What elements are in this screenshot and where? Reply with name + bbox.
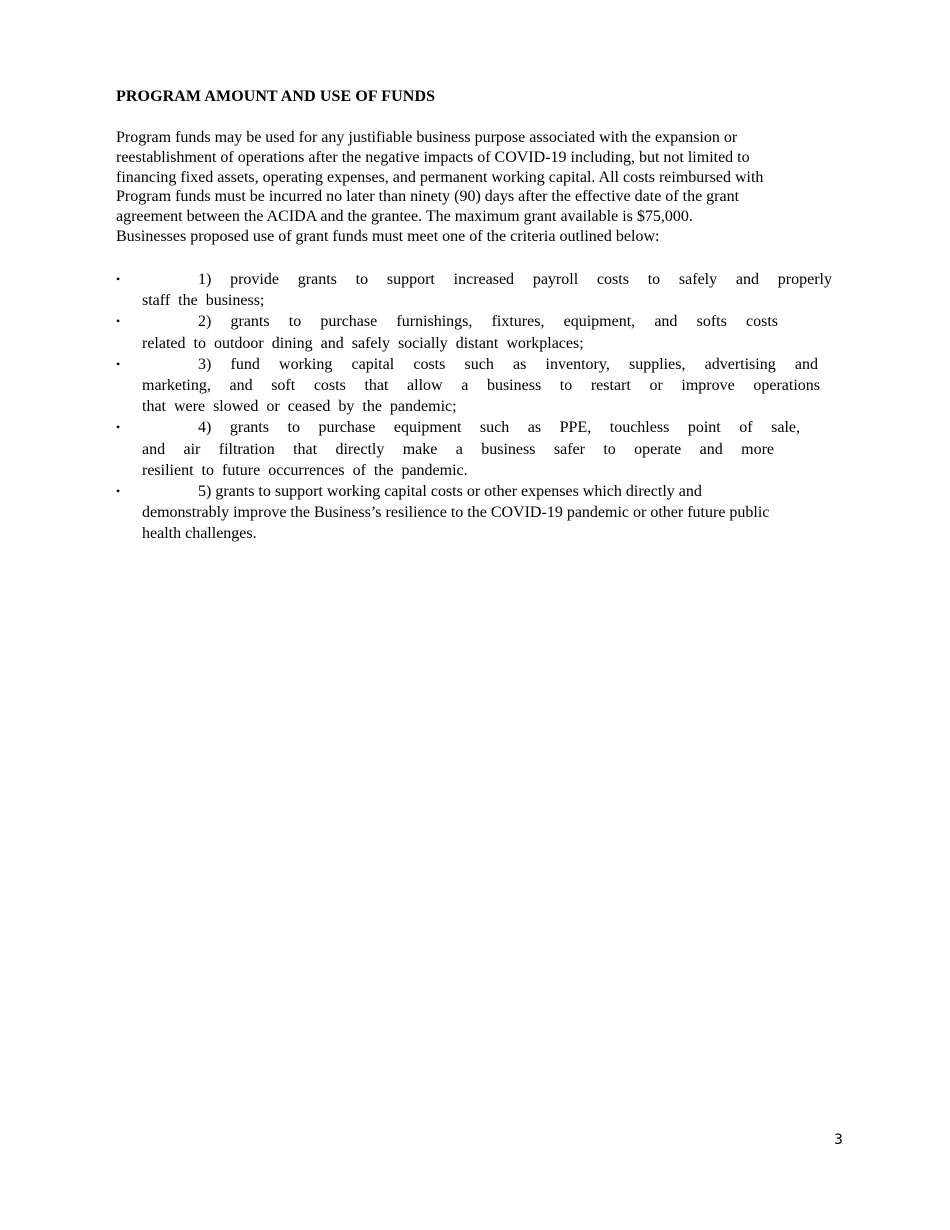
criteria-line: 1) provide grants to support increased payroll costs to safely and properly	[198, 271, 832, 288]
section-heading: PROGRAM AMOUNT AND USE OF FUNDS	[116, 88, 436, 105]
intro-line: Program funds must be incurred no later than ninety (90) days after the effective date of the grant	[116, 188, 740, 206]
criteria-line: that were slowed or ceased by the pandemic;	[142, 398, 457, 416]
criteria-item-4	[116, 417, 832, 481]
criteria-line: resilient to future occurrences of the pandemic.	[142, 461, 468, 479]
bullet-icon: •	[116, 272, 121, 286]
criteria-line: 2) grants to purchase furnishings, fixtures, equipment, and softs costs	[198, 313, 778, 331]
criteria-item-2	[116, 311, 832, 353]
criteria-line: staff the business;	[142, 292, 265, 310]
intro-line: reestablishment of operations after the negative impacts of COVID-19 including, but not limited to	[116, 148, 750, 166]
criteria-line: 3) fund working capital costs such as inventory, supplies, advertising and	[198, 355, 818, 373]
intro-line: Businesses proposed use of grant funds must meet one of the criteria outlined below:	[116, 227, 660, 245]
criteria-list	[116, 269, 832, 545]
criteria-line: 4) grants to purchase equipment such as PPE, touchless point of sale,	[198, 419, 800, 437]
criteria-line: related to outdoor dining and safely socially distant workplaces;	[142, 334, 584, 352]
criteria-line: demonstrably improve the Business’s resilience to the COVID-19 pandemic or other future public	[142, 504, 770, 522]
intro-line: agreement between the ACIDA and the grantee. The maximum grant available is $75,000.	[116, 208, 693, 226]
criteria-item-5	[116, 481, 832, 545]
criteria-line: marketing, and soft costs that allow a business to restart or improve operations	[142, 377, 820, 395]
bullet-icon: •	[116, 314, 121, 329]
intro-line: Program funds may be used for any justifiable business purpose associated with the expansion or	[116, 129, 738, 146]
bullet-icon: •	[116, 420, 121, 435]
intro-line: financing fixed assets, operating expenses, and permanent working capital. All costs reimbursed with	[116, 168, 764, 186]
criteria-line: health challenges.	[142, 525, 257, 543]
bullet-icon: •	[116, 356, 121, 371]
criteria-item-3	[116, 354, 832, 418]
criteria-line: and air filtration that directly make a business safer to operate and more	[142, 440, 774, 458]
page-number: 3	[834, 1132, 843, 1148]
criteria-item-1	[116, 269, 832, 311]
criteria-line: 5) grants to support working capital costs or other expenses which directly and	[198, 483, 702, 501]
bullet-icon: •	[116, 484, 121, 499]
intro-paragraph	[116, 128, 816, 247]
